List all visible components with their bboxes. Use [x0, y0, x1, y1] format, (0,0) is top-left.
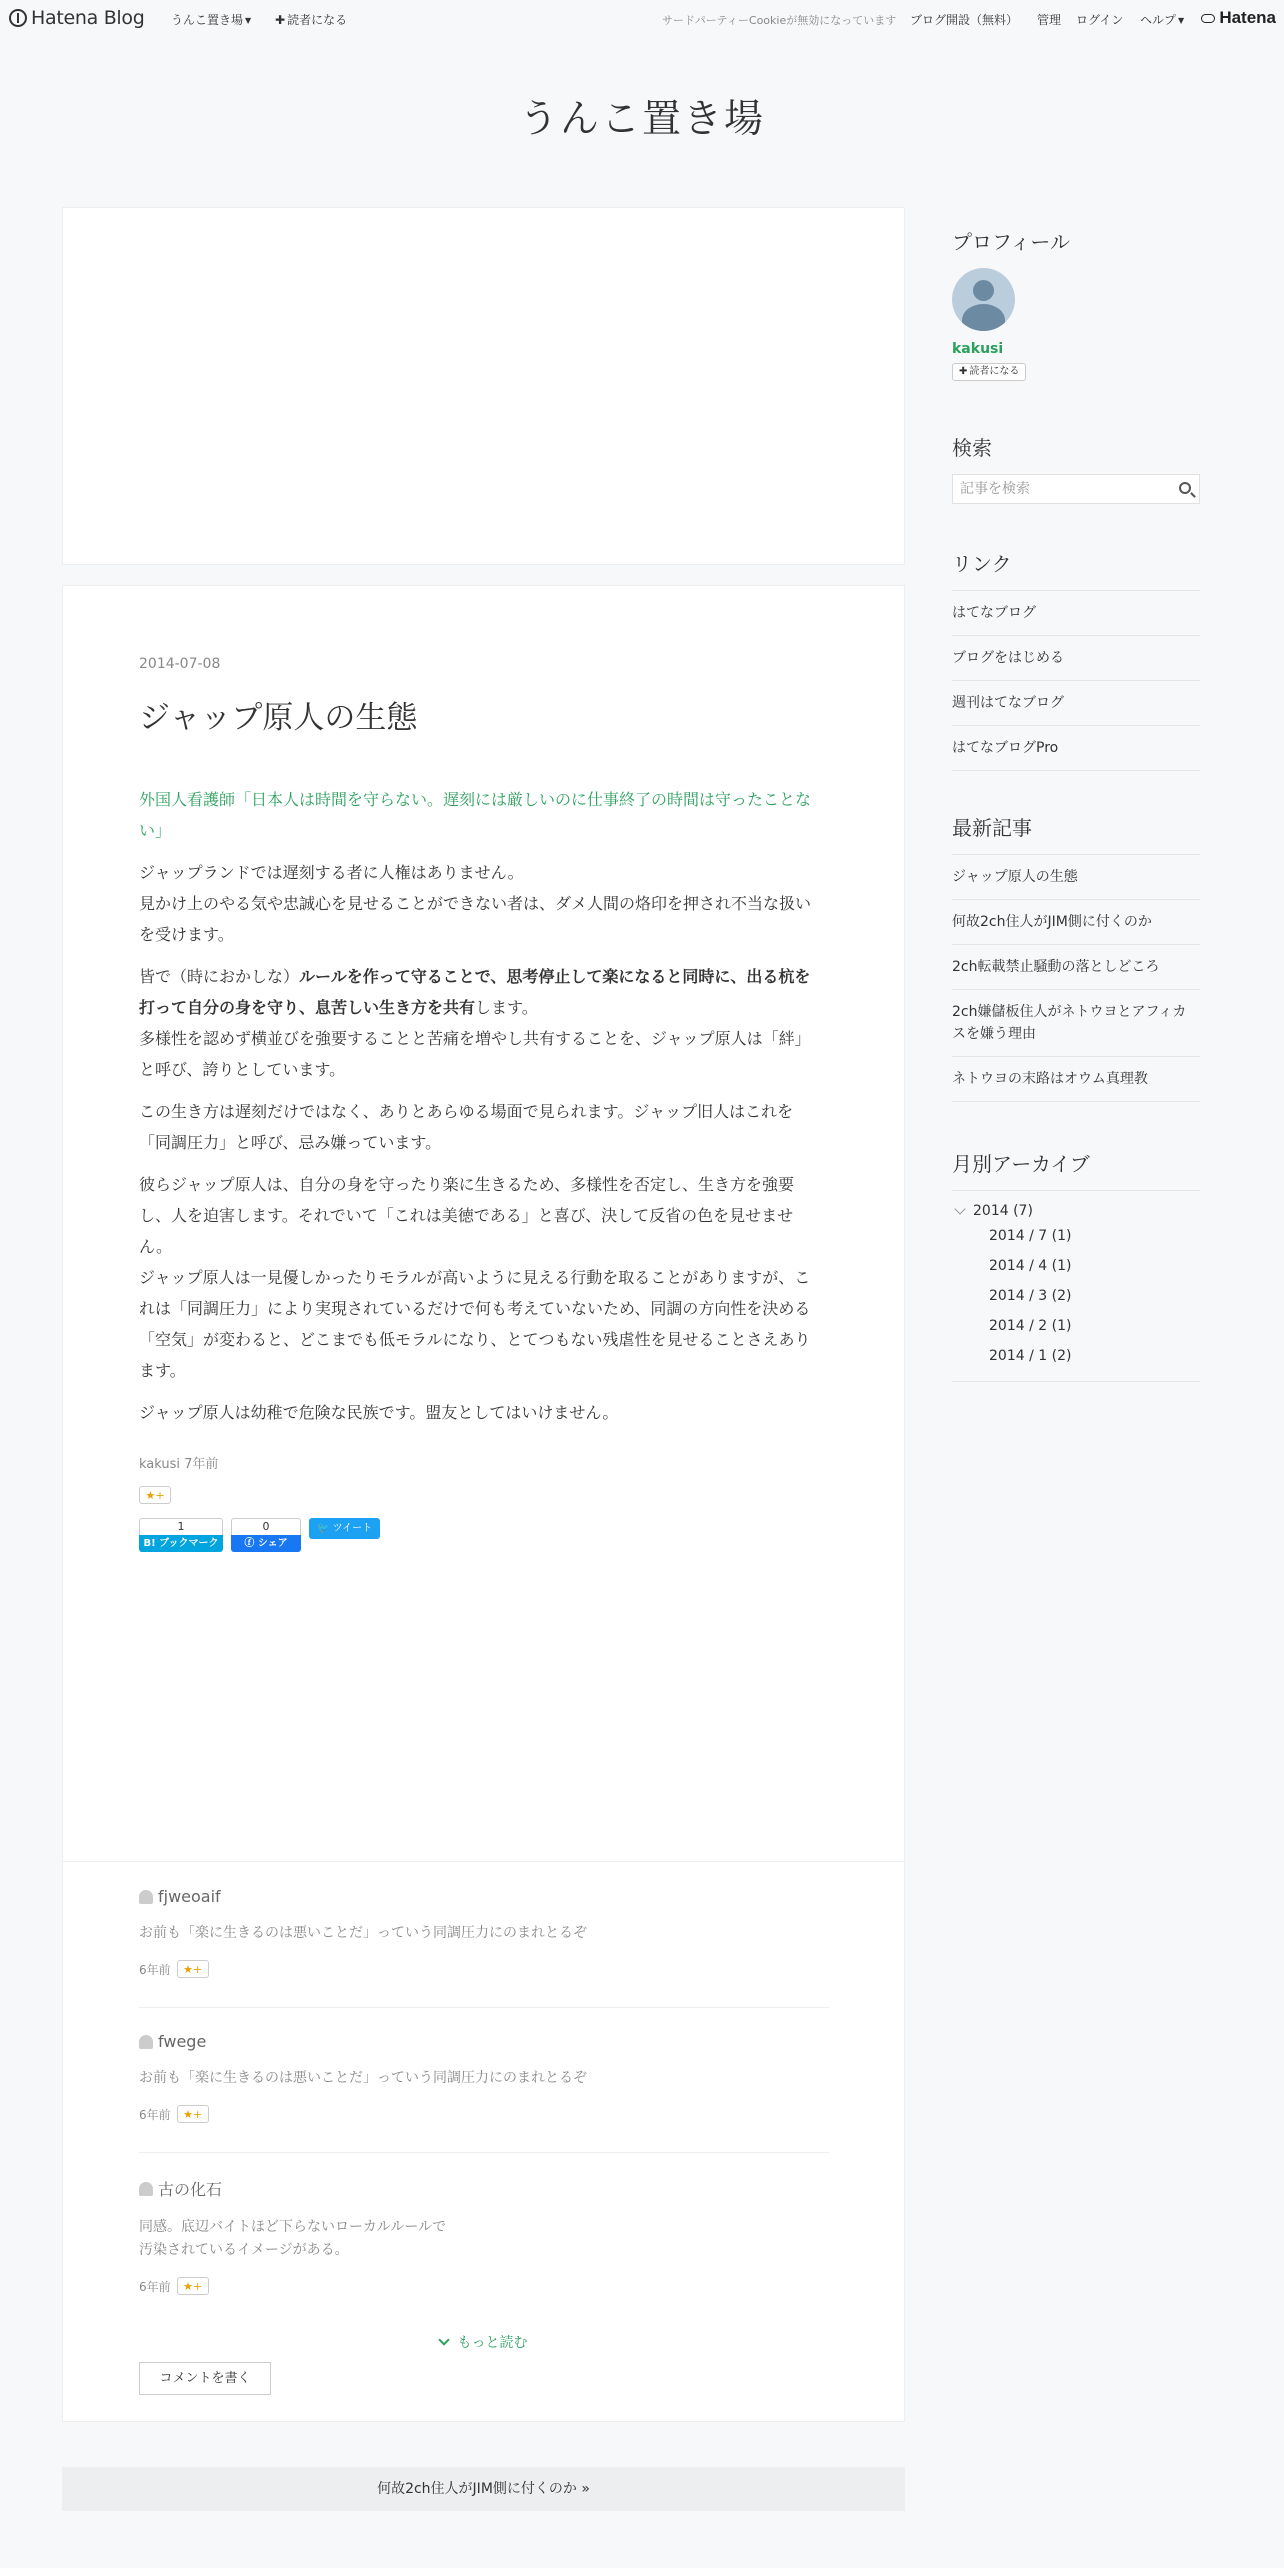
comment-username: fjweoaif [158, 1887, 221, 1906]
recent-entry-item[interactable]: ネトウヨの末路はオウム真理教 [952, 1057, 1200, 1102]
help-menu[interactable] [1140, 11, 1184, 28]
search-input[interactable] [953, 475, 1163, 503]
entry-paragraph [139, 857, 823, 950]
chevron-down-icon [438, 2334, 449, 2345]
comment-username: fwege [158, 2032, 207, 2051]
entry-paragraph-lead: 外国人看護師「日本人は時間を守らない。遅刻には厳しいのに仕事終了の時間は守ったことない」 [139, 790, 812, 840]
entry-text: 多様性を認めず横並びを強要することと苦痛を増やし共有することを、ジャップ原人は「絆」と呼び、誇りとしています。 [139, 1029, 811, 1079]
admin-link[interactable]: 管理 [1037, 13, 1062, 27]
hatena-bookmark-button[interactable] [139, 1518, 223, 1552]
add-star-button[interactable]: ★+ [177, 2105, 209, 2123]
comment-meta [139, 2105, 829, 2123]
entry-paragraph [139, 961, 823, 1085]
add-star-button[interactable]: ★+ [177, 2277, 209, 2295]
hatena-logo-text: Hatena [1219, 8, 1276, 27]
comment-username: 古の化石 [158, 2180, 223, 2199]
profile-name[interactable]: kakusi [952, 341, 1004, 357]
search-icon[interactable] [1179, 482, 1191, 494]
add-star-button[interactable]: ★+ [139, 1486, 171, 1504]
login-link[interactable]: ログイン [1076, 13, 1124, 27]
recent-entry-item[interactable]: ジャップ原人の生態 [952, 855, 1200, 900]
profile-subscribe-button[interactable] [952, 363, 1026, 381]
comment-user[interactable] [139, 2177, 829, 2200]
links-list [952, 590, 1200, 771]
bookmark-count: 1 [139, 1518, 223, 1535]
comment-divider [139, 2007, 829, 2008]
hatena-logo[interactable] [1201, 8, 1276, 28]
bookmark-label: B! ブックマーク [139, 1535, 223, 1552]
entry-text: します。 [475, 998, 538, 1017]
entry-paragraph: ジャップ原人は幼稚で危険な民族です。盟友としてはいけません。 [139, 1403, 619, 1422]
recent-entries-list [952, 854, 1200, 1102]
blog-menu-label: うんこ置き場 [171, 13, 244, 27]
links-title: リンク [952, 552, 1012, 576]
ad-panel [62, 207, 905, 565]
profile-module [952, 226, 1200, 381]
add-star-button[interactable]: ★+ [177, 1960, 209, 1978]
recent-entries-module [952, 812, 1200, 1102]
entry-paragraph [139, 1169, 823, 1386]
links-module [952, 548, 1200, 771]
entry-paragraph: この生き方は遅刻だけではなく、ありとあらゆる場面で見られます。ジャップ旧人はこれを「同調圧力」と呼び、忌み嫌っています。 [139, 1102, 794, 1152]
hatena-blog-logo-text: Hatena Blog [31, 7, 145, 29]
entry-text-bold: ルールを作って守ることで、思考停止して楽になると同時に、出る杭を打って自分の身を守り、息苦しい生き方を共有 [139, 967, 811, 1017]
write-comment-button[interactable]: コメントを書く [139, 2362, 271, 2395]
caret-down-icon: ▼ [1178, 16, 1185, 25]
archive-month[interactable]: 2014 / 7 (1) [989, 1228, 1072, 1244]
recent-entry-item[interactable]: 2ch嫌儲板住人がネトウヨとアフィカスを嫌う理由 [952, 990, 1200, 1057]
user-icon [139, 2182, 153, 2196]
search-title: 検索 [952, 436, 992, 460]
link-item[interactable]: 週刊はてなブログ [952, 681, 1200, 726]
facebook-count: 0 [231, 1518, 301, 1535]
read-more-label: もっと読む [457, 2335, 528, 2351]
read-more-comments-link[interactable] [63, 2332, 904, 2352]
entry-body [139, 784, 823, 1439]
tweet-button[interactable] [309, 1518, 380, 1539]
comment-meta [139, 2277, 829, 2295]
comment-text [139, 2216, 829, 2262]
link-item[interactable]: はてなブログ [952, 591, 1200, 636]
comment-item [139, 1887, 829, 1978]
profile-title: プロフィール [952, 230, 1070, 254]
entry-text: 見かけ上のやる気や忠誠心を見せることができない者は、ダメ人間の烙印を押され不当な扱いを受けます。 [139, 894, 812, 944]
hatena-blog-logo-icon [9, 9, 27, 27]
entry-text: 皆で（時におかしな） [139, 967, 300, 986]
facebook-icon: ⓕ [244, 1538, 258, 1549]
plus-icon: ✚ [959, 366, 968, 377]
start-blog-link[interactable]: ブログ開設（無料） [910, 13, 1019, 27]
search-form [952, 474, 1200, 504]
entry-title[interactable]: ジャップ原人の生態 [139, 700, 418, 736]
archive-month[interactable]: 2014 / 1 (2) [989, 1348, 1072, 1364]
entry-author-time[interactable]: kakusi 7年前 [139, 1457, 219, 1472]
cookie-notice: サードパーティーCookieが無効になっています [662, 14, 897, 27]
comment-divider [139, 2152, 829, 2153]
archive-title: 月別アーカイブ [952, 1152, 1090, 1176]
comment-text-line: 汚染されているイメージがある。 [139, 2242, 349, 2258]
help-label: ヘルプ [1140, 13, 1177, 27]
share-buttons [139, 1518, 380, 1552]
entry-text: 彼らジャップ原人は、自分の身を守ったり楽に生きるため、多様性を否定し、生き方を強要し、人を迫害します。それでいて「これは美徳である」と喜び、決して反省の色を見せません。 [139, 1175, 795, 1256]
entry-date[interactable]: 2014-07-08 [139, 656, 221, 672]
link-item[interactable]: ブログをはじめる [952, 636, 1200, 681]
header-subscribe-label: 読者になる [287, 13, 348, 27]
facebook-share-label [231, 1535, 301, 1552]
comment-user[interactable] [139, 1887, 829, 1906]
comment-text: お前も「楽に生きるのは悪いことだ」っていう同調圧力にのまれとるぞ [139, 1925, 587, 1941]
comment-user[interactable] [139, 2032, 829, 2051]
comment-item [139, 2032, 829, 2123]
archive-module [952, 1148, 1200, 1382]
entry-text: ジャップ原人は一見優しかったりモラルが高いように見える行動を取ることがありますが、これは「同調圧力」により実現されているだけで何も考えていないため、同調の方向性を決める「空気」が変わると、どこまでも低モラルになり、とてつもない残虐性を見せることさえあります。 [139, 1268, 811, 1380]
facebook-share-button[interactable] [231, 1518, 301, 1552]
archive-year-label: 2014 (7) [973, 1203, 1033, 1219]
global-header [0, 0, 1284, 36]
blog-menu-dropdown[interactable] [171, 11, 251, 28]
archive-month[interactable]: 2014 / 3 (2) [989, 1288, 1072, 1304]
blog-title[interactable]: うんこ置き場 [518, 97, 765, 142]
recent-entry-item[interactable]: 2ch転載禁止騒動の落としどころ [952, 945, 1200, 990]
archive-month[interactable]: 2014 / 2 (1) [989, 1318, 1072, 1334]
user-icon [139, 2035, 153, 2049]
facebook-label-text: シェア [257, 1538, 288, 1549]
twitter-icon: 🐦 [317, 1523, 333, 1534]
user-icon [139, 1890, 153, 1904]
search-module [952, 432, 1200, 504]
comment-time[interactable]: 6年前 [139, 2279, 171, 2294]
link-item[interactable]: はてなブログPro [952, 726, 1200, 771]
comment-time[interactable]: 6年前 [139, 2107, 171, 2122]
archive-year[interactable] [952, 1201, 1200, 1221]
comment-meta [139, 1960, 829, 1978]
entry-text: ジャップランドでは遅刻する者に人権はありません。 [139, 863, 524, 882]
entry-panel [62, 585, 905, 2422]
avatar[interactable] [952, 268, 1015, 331]
chevron-down-icon[interactable] [954, 1203, 965, 1214]
hatena-blog-logo[interactable] [9, 7, 145, 29]
recent-entry-item[interactable]: 何故2ch住人がJIM側に付くのか [952, 900, 1200, 945]
comments-section [63, 1861, 904, 2386]
comment-time[interactable]: 6年前 [139, 1962, 171, 1977]
comment-text-line: 同感。底辺バイトほど下らないローカルルールで [139, 2219, 447, 2235]
caret-down-icon: ▼ [245, 16, 252, 25]
archive-list [952, 1190, 1200, 1382]
profile-subscribe-label: 読者になる [969, 366, 1020, 377]
comment-item [139, 2177, 829, 2295]
tweet-label: ツイート [332, 1523, 373, 1534]
comment-text: お前も「楽に生きるのは悪いことだ」っていう同調圧力にのまれとるぞ [139, 2070, 587, 2086]
header-subscribe-button[interactable] [275, 11, 347, 28]
archive-month[interactable]: 2014 / 4 (1) [989, 1258, 1072, 1274]
next-entry-link[interactable]: 何故2ch住人がJIM側に付くのか » [62, 2467, 905, 2511]
recent-entries-title: 最新記事 [952, 816, 1032, 840]
hatena-cloud-icon [1201, 14, 1215, 23]
plus-icon: ✚ [275, 13, 286, 27]
